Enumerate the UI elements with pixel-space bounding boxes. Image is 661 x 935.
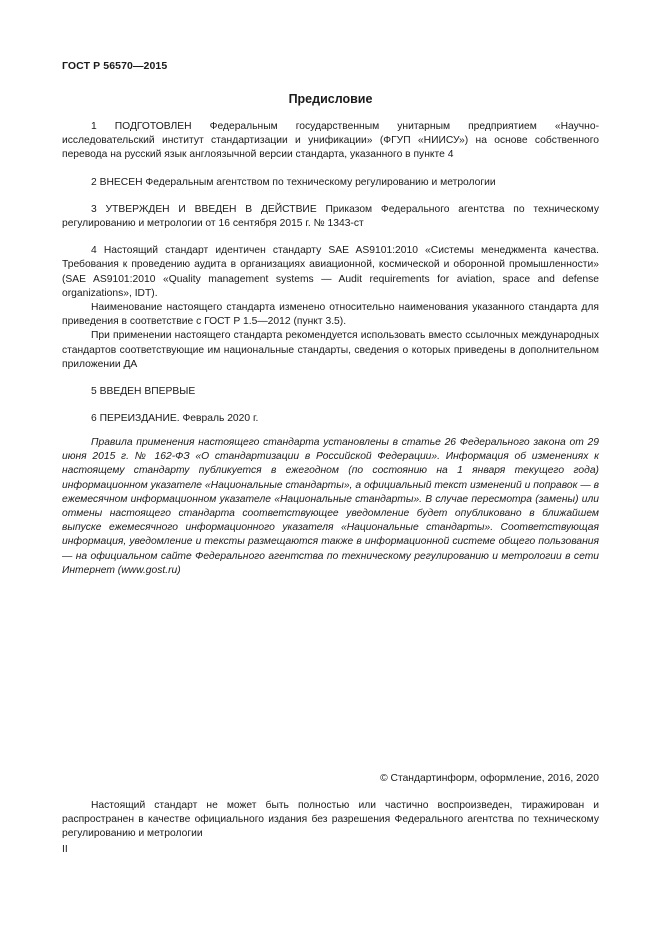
- application-rules-notice: Правила применения настоящего стандарта установлены в статье 26 Федерального закона от 29 июня 2015 г. № 162-ФЗ «О стандартизации в Российской Федерации». Информация об изменениях к настоящему стандарту публикуется в ежегодном (по состоянию на 1 января текущего года) информационном указателе «Национальные стандарты», а официальный текст изменений и поправок — в ежемесячном информационном указателе «Национальные стандарты». В случае пересмотра (замены) или отмены настоящего стандарта соответствующее уведомление будет опубликовано в ближайшем выпуске ежемесячного информационного указателя «Национальные стандарты». Соответствующая информация, уведомление и тексты размещаются также в информационной системе общего пользования — на официальном сайте Федерального агентства по техническому регулированию и метрологии в сети Интернет (www.gost.ru): [62, 437, 599, 576]
- copyright-line: © Стандартинформ, оформление, 2016, 2020: [380, 773, 599, 784]
- preface-item-4: 4 Настоящий стандарт идентичен стандарту SAE AS9101:2010 «Системы менеджмента качества. Требования к проведению аудита в организациях авиационной, космической и оборонной промышленности» (SAE AS9101:2010 «Quality management systems — Audit requirements for aviation, space and defense organizations», IDT).: [62, 245, 599, 299]
- preface-item-5: 5 ВВЕДЕН ВПЕРВЫЕ: [91, 386, 196, 398]
- preface-body: [62, 120, 599, 426]
- preface-item-2: 2 ВНЕСЕН Федеральным агентством по техническому регулированию и метрологии: [91, 176, 496, 188]
- preface-item-3: 3 УТВЕРЖДЕН И ВВЕДЕН В ДЕЙСТВИЕ Приказом Федерального агентства по техническому регулированию и метрологии от 16 сентября 2015 г. № 1343-ст: [62, 203, 599, 230]
- page-number: II: [62, 844, 68, 855]
- preface-item-1: 1 ПОДГОТОВЛЕН Федеральным государственным унитарным предприятием «Научно-исследовательский институт стандартизации и унификации» (ФГУП «НИИСУ») на основе собственного перевода на русский язык англоязычной версии стандарта, указанного в пункте 4: [62, 121, 599, 161]
- document-id-header: ГОСТ Р 56570—2015: [62, 60, 168, 72]
- preface-item-4-note-1: Наименование настоящего стандарта изменено относительно наименования указанного стандарта для приведения в соответствие с ГОСТ Р 1.5—2012 (пункт 3.5).: [62, 302, 599, 328]
- reproduction-rights-note: Настоящий стандарт не может быть полностью или частично воспроизведен, тиражирован и распространен в качестве официального издания без разрешения Федерального агентства по техническому регулированию и метрологии: [62, 800, 599, 840]
- preface-title: Предисловие: [288, 92, 373, 106]
- preface-item-6: 6 ПЕРЕИЗДАНИЕ. Февраль 2020 г.: [91, 413, 259, 425]
- preface-item-4-note-2: При применении настоящего стандарта рекомендуется использовать вместо ссылочных международных стандартов соответствующие им национальные стандарты, сведения о которых приведены в дополнительном приложении ДА: [62, 330, 599, 370]
